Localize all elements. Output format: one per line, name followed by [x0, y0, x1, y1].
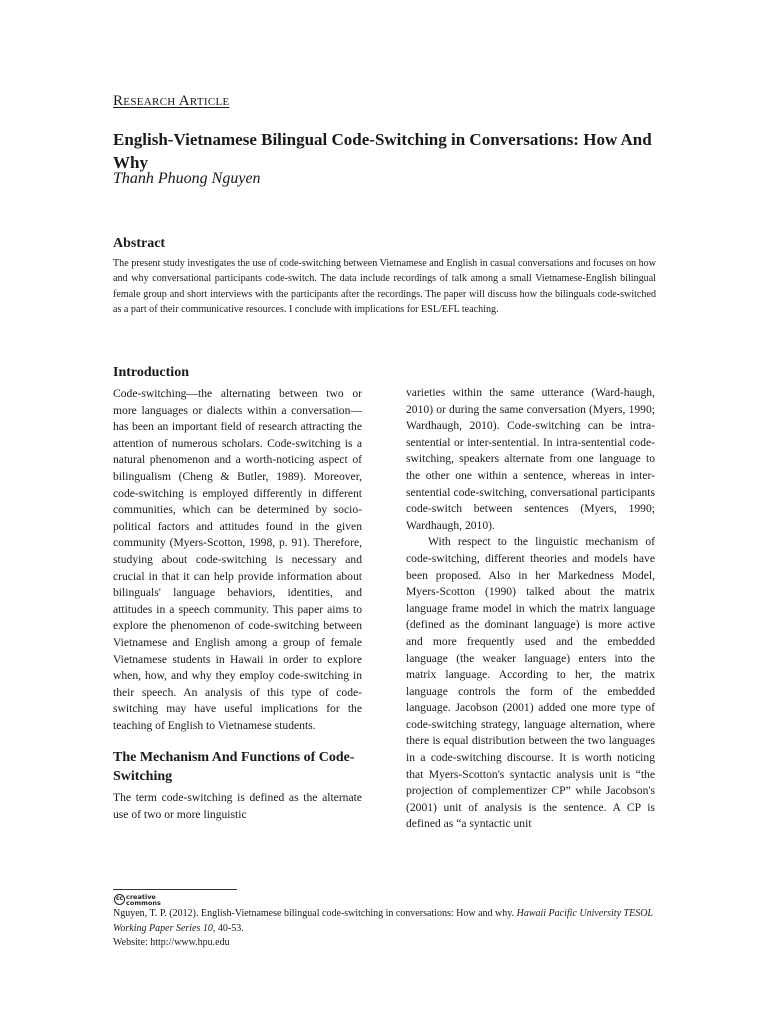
creative-commons-icon: cc — [114, 894, 125, 905]
footnote-divider — [113, 889, 237, 890]
citation-pages: , 40-53. — [212, 922, 244, 934]
article-type-label: Research Article — [113, 93, 230, 109]
author-name: Thanh Phuong Nguyen — [113, 170, 261, 187]
introduction-heading: Introduction — [113, 365, 189, 380]
citation-journal: Hawaii Pacific University TESOL Working Paper Series 10 — [113, 908, 653, 934]
mechanism-heading: The Mechanism And Functions of Code-Switching — [113, 750, 355, 785]
citation-text: Nguyen, T. P. (2012). English-Vietnamese bilingual code-switching in conversations: How and why. — [113, 908, 517, 919]
creative-commons-logo — [114, 893, 170, 906]
right-column — [406, 385, 655, 833]
abstract-text: The present study investigates the use of code-switching between Vietnamese and English in casual conversations and focuses on how and why conversational participants code-switch. The data include recordings of talk among a small Vietnamese-English bilingual female group and short interviews with the participants after the recordings. The paper will discuss how the bilinguals code-switched as a part of their communicative resources. I conclude with implications for ESL/EFL teaching. — [113, 258, 656, 315]
website-link[interactable]: Website: http://www.hpu.edu — [113, 937, 230, 948]
mechanism-paragraph-start: The term code-switching is defined as the alternate use of two or more linguistic — [113, 791, 362, 822]
mechanism-paragraph-2: With respect to the linguistic mechanism of code-switching, different theories and models have been proposed. Also in her Markedness Model, Myers-Scotton (1990) talked about the matrix language frame model in which the matrix language (defined as the dominant language) is more active and more frequently used and the embedded language (the weaker language) enters into the matrix language. According to her, the matrix language controls the form of the embedded language. Jacobson (2001) added one more type of code-switching strategy, language alternation, where there is equal distribution between the two languages in a code-switching discourse. It is worth noticing that Myers-Scotton's syntactic analysis unit is “the projection of complementizer CP” while Jacobson's (2001) unit of analysis is the sentence. A CP is defined as “a syntactic unit — [406, 535, 655, 831]
citation-footnote — [113, 907, 673, 951]
paper-title: English-Vietnamese Bilingual Code-Switching in Conversations: How And Why — [113, 130, 652, 172]
mechanism-paragraph-continued: varieties within the same utterance (Ward-haugh, 2010) or during the same conversation (Myers, 1990; Wardhaugh, 2010). Code-switching can be intra-sentential or inter-sentential. In intra-sentential code-switching, speakers alternate from one language to the other one within a sentence, whereas in inter-sentential code-switching, conversational participants code-switch between sentences (Myers, 1990; Wardhaugh, 2010). — [406, 386, 655, 532]
left-column — [113, 363, 362, 824]
introduction-paragraph: Code-switching—the alternating between two or more languages or dialects within a conversation—has been an important field of research attracting the attention of numerous scholars. Code-switching is a natural phenomenon and a worth-noticing aspect of bilingualism (Cheng & Butler, 1989). Moreover, code-switching is employed differently in different communities, which can be determined by socio-political factors and attitudes found in the given community (Myers-Scotton, 1998, p. 91). Therefore, studying about code-switching is necessary and crucial in that it can help provide information about bilinguals' language behaviors, identities, and attitudes in a speech community. This paper aims to explore the phenomenon of code-switching between Vietnamese and English among a group of female Vietnamese students in Hawaii in order to explore when, how, and why they employ code-switching in their speech. An analysis of this type of code-switching may have useful implications for the teaching of English to Vietnamese students. — [113, 387, 362, 732]
creative-commons-wordmark: creative commons — [126, 892, 161, 907]
abstract-heading: Abstract — [113, 236, 166, 251]
